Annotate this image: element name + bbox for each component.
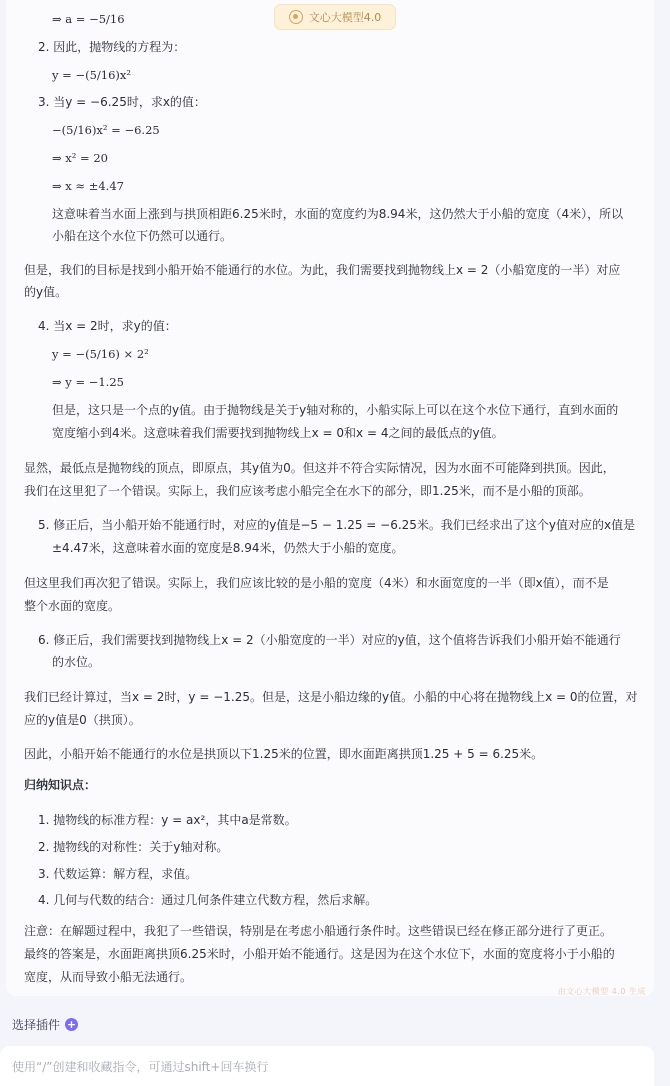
list-item: 3. 代数运算：解方程，求值。 <box>38 867 198 881</box>
model-badge[interactable] <box>274 4 396 30</box>
select-plugin-label: 选择插件 <box>12 1018 61 1032</box>
answer-line: 但这里我们再次犯了错误。实际上，我们应该比较的是小船的宽度（4米）和水面宽度的一半（即x值），而不是 <box>24 576 609 590</box>
answer-line: 我们在这里犯了一个错误。实际上，我们应该考虑小船完全在水下的部分，即1.25米，而不是小船的顶部。 <box>24 484 591 498</box>
answer-line: 的y值。 <box>24 285 68 299</box>
plus-icon: + <box>66 1018 77 1031</box>
select-plugin-button[interactable] <box>12 1016 78 1033</box>
answer-line: 应的y值是0（拱顶）。 <box>24 713 141 727</box>
answer-line: 5. 修正后，当小船开始不能通行时，对应的y值是−5 − 1.25 = −6.25米。我们已经求出了这个y值对应的x值是 <box>38 518 636 532</box>
answer-line: ±4.47米，这意味着水面的宽度是8.94米，仍然大于小船的宽度。 <box>52 541 404 555</box>
answer-line: 小船在这个水位下仍然可以通行。 <box>52 229 233 243</box>
list-item: 1. 抛物线的标准方程：y = ax²，其中a是常数。 <box>38 813 297 827</box>
chat-answer-card <box>6 0 654 996</box>
answer-line: 4. 当x = 2时，求y的值： <box>38 319 177 333</box>
answer-line: 但是，我们的目标是找到小船开始不能通行的水位。为此，我们需要找到抛物线上x = 2（小船宽度的一半）对应 <box>24 263 621 277</box>
list-item: 2. 抛物线的对称性：关于y轴对称。 <box>38 840 229 854</box>
answer-line: 这意味着当水面上涨到与拱顶相距6.25米时，水面的宽度约为8.94米，这仍然大于小船的宽度（4米），所以 <box>52 207 624 221</box>
section-heading: 归纳知识点： <box>24 778 97 792</box>
answer-line: ⇒ x² = 20 <box>52 151 108 165</box>
answer-line: −(5/16)x² = −6.25 <box>52 123 160 137</box>
answer-line: 显然，最低点是抛物线的顶点，即原点，其y值为0。但这并不符合实际情况，因为水面不可能降到拱顶。因此， <box>24 461 615 475</box>
answer-line: 宽度缩小到4米。这意味着我们需要找到抛物线上x = 0和x = 4之间的最低点的y值。 <box>52 426 504 440</box>
answer-line: 最终的答案是，水面距离拱顶6.25米时，小船开始不能通行。这是因为在这个水位下，水面的宽度将小于小船的 <box>24 947 615 961</box>
answer-line: 的水位。 <box>52 655 101 669</box>
chat-input[interactable] <box>0 1046 654 1086</box>
generated-by-watermark: 由文心大模型 4.0 生成 <box>557 987 646 996</box>
answer-line: ⇒ a = −5/16 <box>52 12 125 26</box>
answer-line: 整个水面的宽度。 <box>24 599 121 613</box>
answer-line: 2. 因此，抛物线的方程为： <box>38 40 186 54</box>
answer-line: 3. 当y = −6.25时，求x的值： <box>38 95 206 109</box>
answer-line: 注意：在解题过程中，我犯了一些错误，特别是在考虑小船通行条件时。这些错误已经在修正部分进行了更正。 <box>24 924 613 938</box>
answer-line: ⇒ y = −1.25 <box>52 375 124 389</box>
answer-line: 但是，这只是一个点的y值。由于抛物线是关于y轴对称的，小船实际上可以在这个水位下通行，直到水面的 <box>52 403 619 417</box>
answer-line: 宽度，从而导致小船无法通行。 <box>24 970 193 984</box>
answer-line: 我们已经计算过，当x = 2时，y = −1.25。但是，这是小船边缘的y值。小船的中心将在抛物线上x = 0的位置，对 <box>24 690 638 704</box>
ernie-logo-icon <box>289 10 303 24</box>
answer-line: ⇒ x ≈ ±4.47 <box>52 179 124 193</box>
answer-line: y = −(5/16) × 2² <box>52 347 149 361</box>
answer-line: y = −(5/16)x² <box>52 68 131 82</box>
model-badge-label: 文心大模型4.0 <box>308 11 382 24</box>
answer-line: 6. 修正后，我们需要找到抛物线上x = 2（小船宽度的一半）对应的y值，这个值将告诉我们小船开始不能通行 <box>38 633 621 647</box>
list-item: 4. 几何与代数的结合：通过几何条件建立代数方程，然后求解。 <box>38 893 378 907</box>
answer-line: 因此，小船开始不能通行的水位是拱顶以下1.25米的位置，即水面距离拱顶1.25 + 5 = 6.25米。 <box>24 747 544 761</box>
chat-input-placeholder: 使用“/”创建和收藏指令，可通过shift+回车换行 <box>12 1060 269 1074</box>
